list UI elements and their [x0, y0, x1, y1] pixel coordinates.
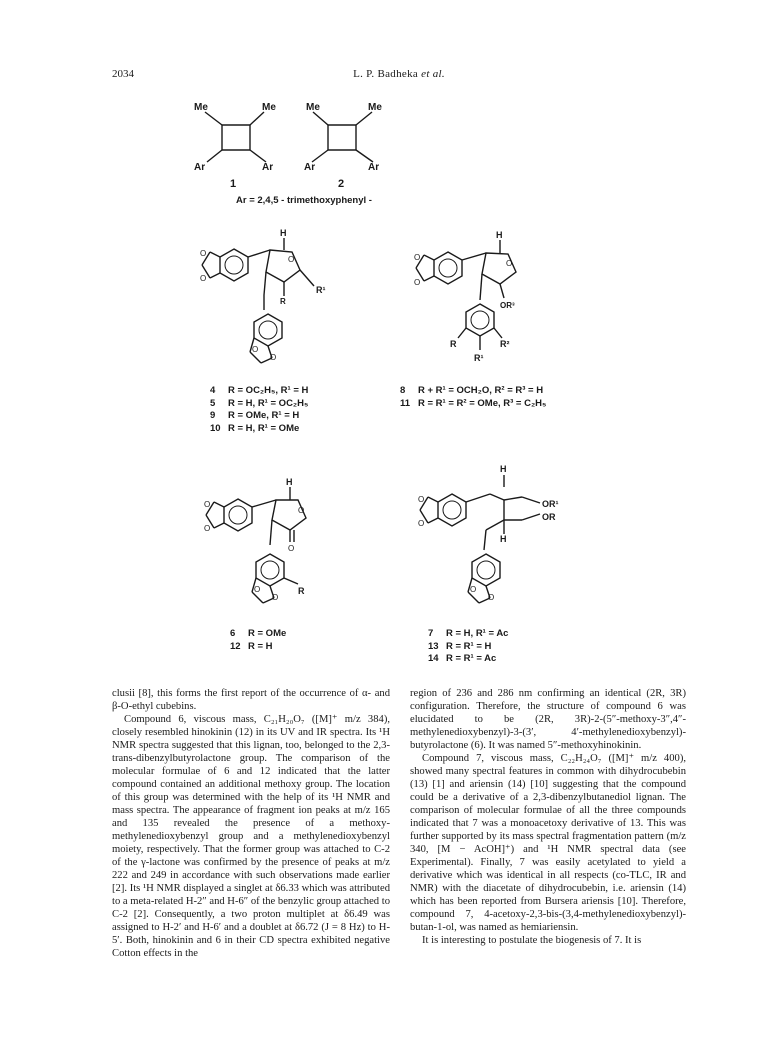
body-paragraph: It is interesting to postulate the biogenesis of 7. It is — [422, 935, 642, 946]
atom-o: O — [298, 506, 305, 515]
atom-r: R — [280, 297, 286, 306]
structure-1 — [194, 102, 276, 190]
substituent-ar: Ar — [368, 162, 380, 173]
atom-r: R — [450, 339, 457, 349]
structure-butanediol — [418, 464, 559, 603]
atom-r1: R¹ — [316, 285, 326, 295]
atom-o: O — [488, 593, 495, 602]
atom-h: H — [280, 228, 287, 238]
structure-cubebin-right — [414, 230, 516, 363]
atom-o: O — [470, 585, 477, 594]
atom-h: H — [286, 477, 293, 487]
atom-o: O — [200, 274, 207, 283]
legend-row: 9 R = OMe, R¹ = H — [210, 410, 300, 421]
legend-row: 6 R = OMe — [230, 628, 287, 639]
atom-o: O — [418, 495, 425, 504]
body-paragraph: clusii [8], this forms the first report of the occurrence of α- and β-O-ethyl cubebins. — [112, 688, 390, 712]
body-column-left — [112, 687, 390, 960]
atom-or3: OR³ — [500, 301, 515, 310]
substituent-ar: Ar — [194, 162, 206, 173]
substituent-ar: Ar — [304, 162, 316, 173]
compound-label-2: 2 — [338, 178, 345, 190]
atom-o: O — [272, 593, 279, 602]
atom-o: O — [288, 255, 295, 264]
legend-compounds-4-5-9-10 — [210, 385, 308, 435]
atom-or: OR — [542, 512, 556, 522]
ar-definition-caption: Ar = 2,4,5 - trimethoxyphenyl - — [236, 195, 372, 206]
structure-cubebin-left — [200, 228, 326, 363]
legend-row: 4 R = OC₂H₅, R¹ = H — [210, 385, 309, 396]
atom-or1: OR¹ — [542, 499, 559, 509]
atom-o: O — [418, 519, 425, 528]
structure-2 — [304, 102, 382, 190]
legend-row: 11 R = R¹ = R² = OMe, R³ = C₂H₅ — [400, 397, 547, 409]
atom-h: H — [496, 230, 503, 240]
atom-o: O — [204, 500, 211, 509]
compound-label-1: 1 — [230, 178, 237, 190]
atom-r2: R² — [500, 339, 510, 349]
atom-o: O — [252, 345, 259, 354]
legend-compounds-7-13-14 — [428, 628, 508, 666]
atom-o: O — [414, 253, 421, 262]
atom-o: O — [506, 259, 513, 268]
atom-h: H — [500, 534, 507, 544]
body-paragraph: Compound 6, viscous mass, C₂₁H₂₀O₇ ([M]⁺ m/z 384), closely resembled hinokinin (12) in its UV and IR spectra. Its ¹H NMR spectra suggested that this lignan, too, belonged to the 2,3-trans-dibenzylbutyrolactone group. The comparison of the molecular formulae of 6 and 12 indicated that the latter compound contained an additional methoxy group. The location of this group was determined with the help of its ¹H NMR and mass spectra. The appearance of fragment ion peaks at m/z 165 and 135 revealed the presence of a methoxy-methylenedioxybenzyl group and a methylenedioxybenzyl moiety, respectively. That the former group was attached to C-2 of the γ-lactone was confirmed by the presence of peaks at m/z 222 and 249 in accordance with such observations made earlier [2]. Its ¹H NMR displayed a singlet at δ6.33 which was attributed to a meta-related H-2″ and H-6″ of the benzylic group attached to C-2 [2]. Consequently, a two proton multiplet at δ6.49 was assigned to H-2′ and H-6′ and a doublet at δ6.72 (J = 8 Hz) to H-5′. Both, hinokinin and 6 in their CD spectra exhibited negative Cotton effects in the — [112, 714, 390, 959]
legend-row: 5 R = H, R¹ = OC₂H₅ — [210, 397, 309, 409]
substituent-me: Me — [262, 102, 276, 113]
atom-o: O — [270, 353, 277, 362]
legend-compounds-6-12 — [230, 628, 286, 653]
legend-row: 12 R = H — [230, 640, 273, 652]
atom-o: O — [254, 585, 261, 594]
legend-row: 14 R = R¹ = Ac — [428, 653, 497, 664]
substituent-me: Me — [368, 102, 382, 113]
atom-o: O — [288, 544, 295, 553]
running-title-etal: et al. — [421, 68, 445, 80]
page-number: 2034 — [112, 68, 134, 80]
substituent-me: Me — [194, 102, 208, 113]
legend-row: 8 R + R¹ = OCH₂O, R² = R³ = H — [400, 385, 544, 396]
body-paragraph: region of 236 and 286 nm confirming an identical (2R, 3R) configuration. Therefore, the structure of compound 6 was elucidated to be (2R, 3R)-2-(5″-methoxy-3″,4″-methylenedioxybenzyl)-3-(3′, 4′-methylenedioxybenzyl)-butyrolactone (6). It was named 5″-methoxyhinokinin. — [410, 688, 686, 751]
legend-compounds-8-11 — [400, 385, 546, 410]
substituent-ar: Ar — [262, 162, 274, 173]
atom-o: O — [200, 249, 207, 258]
body-paragraph: Compound 7, viscous mass, C₂₂H₂₄O₇ ([M]⁺ m/z 400), showed many spectral features in common with dihydrocubebin (13) [1] and ariensin (14) [10] suggesting that the compound could be a derivative of a 2,3-dibenzylbutanediol lignan. The comparison of molecular formulae of all the three compounds indicated that 7 was a monoacetoxy derivative of 13. This was further supported by its mass spectral fragmentation pattern (m/z 340, [M − AcOH]⁺) and ¹H NMR spectral data (see Experimental). Finally, 7 was easily acetylated to yield a derivative which was identical in all respects (co-TLC, IR and NMR) with the diacetate of dihydrocubebin, i.e. ariensin (14) which has been reported from Bursera ariensis [10]. Therefore, compound 7, 4-acetoxy-2,3-bis-(3,4-methylenedioxybenzyl)-butan-1-ol, was named as hemiariensin. — [410, 753, 686, 933]
legend-row: 13 R = R¹ = H — [428, 640, 492, 652]
legend-row: 10 R = H, R¹ = OMe — [210, 422, 300, 434]
atom-r: R — [298, 586, 305, 596]
body-column-right — [410, 687, 686, 947]
legend-row: 7 R = H, R¹ = Ac — [428, 628, 509, 639]
substituent-me: Me — [306, 102, 320, 113]
atom-o: O — [414, 278, 421, 287]
running-title: L. P. Badheka et al. — [353, 68, 445, 80]
atom-o: O — [204, 524, 211, 533]
structure-lactone — [204, 477, 306, 603]
atom-h: H — [500, 464, 507, 474]
atom-r1: R¹ — [474, 353, 484, 363]
